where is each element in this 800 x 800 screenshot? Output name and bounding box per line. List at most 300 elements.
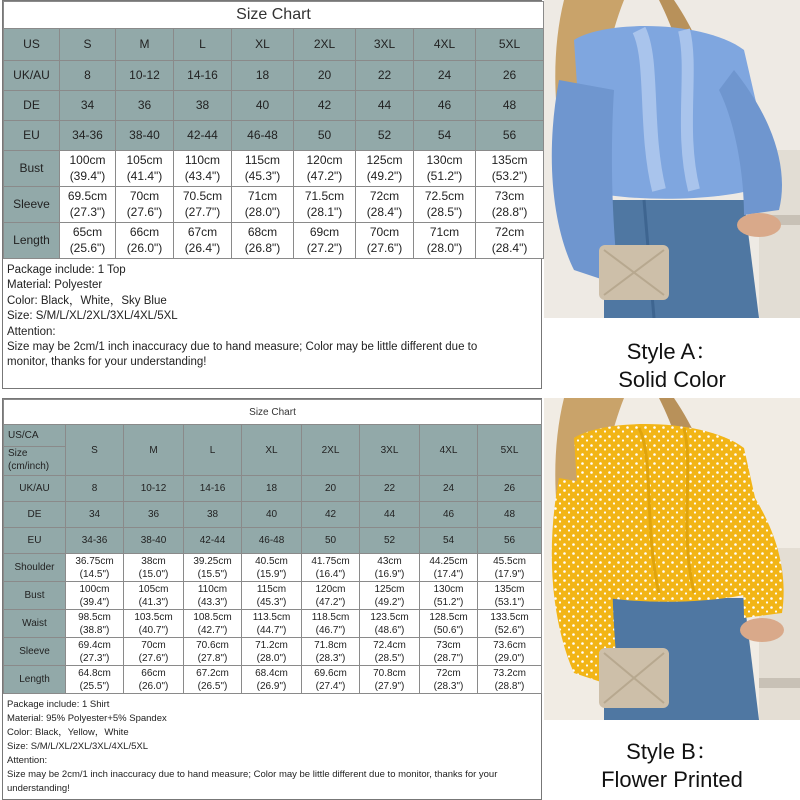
table-row <box>4 223 544 259</box>
size-cell <box>360 476 420 502</box>
size-cell <box>360 554 420 582</box>
row-label-value: Bust <box>19 160 44 175</box>
size-cell <box>420 502 478 528</box>
size-cell-value: 54 <box>437 127 452 142</box>
size-cell-inch: (52.6") <box>494 624 525 636</box>
size-cell-inch: (28.5") <box>374 652 405 664</box>
size-cell-inch: (25.6") <box>69 240 106 255</box>
size-cell-value: 34 <box>80 97 95 112</box>
size-column-header-value: 2XL <box>313 36 336 51</box>
size-cell-inch: (28.7") <box>433 652 464 664</box>
size-cell-inch: (49.2") <box>366 168 403 183</box>
size-table-b <box>3 399 542 694</box>
size-cell <box>478 476 542 502</box>
size-cell <box>184 638 242 666</box>
size-cell-inch: (15.9") <box>256 568 287 580</box>
size-cell-value: 135cm <box>491 152 528 167</box>
size-cell-inch: (27.6") <box>366 240 403 255</box>
size-cell <box>232 91 294 121</box>
size-column-header-value: 4XL <box>439 444 458 456</box>
row-label <box>4 91 60 121</box>
size-cell-inch: (27.8") <box>197 652 228 664</box>
row-label-value: EU <box>27 535 42 546</box>
size-cell <box>66 666 124 694</box>
size-cell-inch: (28.0") <box>426 240 463 255</box>
size-cell-value: 70.8cm <box>373 667 406 679</box>
size-cell-value: 41.75cm <box>311 555 350 567</box>
size-cell <box>116 61 174 91</box>
row-label <box>4 151 60 187</box>
row-label-value: UK/AU <box>19 483 50 494</box>
size-cell-value: 120cm <box>315 583 346 595</box>
size-cell <box>174 121 232 151</box>
size-cell-inch: (28.0") <box>244 204 281 219</box>
size-cell <box>360 610 420 638</box>
size-cell-value: 22 <box>383 483 396 494</box>
size-cell-value: 38cm <box>141 555 166 567</box>
size-cell-value: 98.5cm <box>78 611 111 623</box>
size-cell <box>124 666 184 694</box>
size-cell <box>302 554 360 582</box>
size-column-header <box>360 425 420 476</box>
size-cell-value: 46 <box>437 97 452 112</box>
table-row <box>4 61 544 91</box>
size-cell <box>184 476 242 502</box>
row-label <box>4 223 60 259</box>
size-cell-value: 73cm <box>436 639 461 651</box>
size-cell-value: 69cm <box>309 224 340 239</box>
size-cell-value: 8 <box>84 67 91 82</box>
size-column-header-value: M <box>149 444 158 456</box>
size-cell <box>420 476 478 502</box>
size-column-header-value: 4XL <box>433 36 456 51</box>
size-column-header-value: XL <box>255 36 270 51</box>
size-cell <box>356 223 414 259</box>
table-row <box>4 638 542 666</box>
size-cell <box>124 638 184 666</box>
size-cell <box>302 666 360 694</box>
row-label-value: Length <box>19 674 50 685</box>
size-label-top: US/CA <box>4 425 65 447</box>
size-cell-value: 38-40 <box>140 535 167 546</box>
size-cell <box>476 187 544 223</box>
row-label <box>4 187 60 223</box>
size-cell <box>174 187 232 223</box>
size-chart-b <box>2 398 542 800</box>
size-cell-value: 110cm <box>197 583 228 595</box>
size-cell-value: 105cm <box>126 152 163 167</box>
size-cell-value: 64.8cm <box>78 667 111 679</box>
size-cell-value: 45.5cm <box>493 555 526 567</box>
size-cell-value: 66cm <box>129 224 160 239</box>
size-cell-inch: (17.9") <box>494 568 525 580</box>
size-cell <box>478 638 542 666</box>
size-cell-value: 52 <box>383 535 396 546</box>
size-cell-inch: (27.3") <box>69 204 106 219</box>
size-cell-inch: (28.3") <box>433 680 464 692</box>
size-cell-inch: (50.6") <box>433 624 464 636</box>
size-cell <box>360 666 420 694</box>
size-cell-value: 128.5cm <box>429 611 468 623</box>
size-cell <box>184 554 242 582</box>
size-cell-value: 50 <box>324 535 337 546</box>
size-cell-value: 73cm <box>494 188 525 203</box>
size-cell-value: 68cm <box>247 224 278 239</box>
size-cell-inch: (43.3") <box>197 596 228 608</box>
row-label-value: Sleeve <box>13 196 50 211</box>
size-cell-value: 70cm <box>129 188 160 203</box>
size-cell-inch: (26.9") <box>256 680 287 692</box>
table-row <box>4 528 542 554</box>
size-cell <box>302 502 360 528</box>
size-cell-value: 118.5cm <box>311 611 350 623</box>
size-cell <box>242 638 302 666</box>
size-cell <box>60 121 116 151</box>
size-column-header <box>242 425 302 476</box>
size-cell-value: 26 <box>502 67 517 82</box>
size-cell-value: 38-40 <box>129 127 160 142</box>
size-cell-value: 125cm <box>374 583 405 595</box>
size-cell-value: 46-48 <box>247 127 278 142</box>
size-cell <box>420 638 478 666</box>
size-cell-inch: (42.7") <box>197 624 228 636</box>
size-cell-value: 133.5cm <box>490 611 529 623</box>
size-cell-value: 46 <box>442 509 455 520</box>
note-line: Material: 95% Polyester+5% Spandex <box>7 713 167 724</box>
size-cell-value: 24 <box>442 483 455 494</box>
size-cell-value: 20 <box>317 67 332 82</box>
table-row <box>4 502 542 528</box>
size-column-header <box>302 425 360 476</box>
size-cell <box>294 61 356 91</box>
size-cell-value: 54 <box>442 535 455 546</box>
size-cell <box>184 528 242 554</box>
size-cell <box>116 223 174 259</box>
size-cell-value: 69.4cm <box>78 639 111 651</box>
size-column-header-value: 5XL <box>500 444 519 456</box>
size-cell-inch: (45.3") <box>244 168 281 183</box>
product-notes-b <box>3 694 541 796</box>
size-cell <box>116 151 174 187</box>
size-cell-value: 68.4cm <box>255 667 288 679</box>
size-cell-value: 110cm <box>184 152 221 167</box>
size-cell-value: 44 <box>377 97 392 112</box>
row-label <box>4 554 66 582</box>
size-cell <box>478 554 542 582</box>
size-cell-inch: (40.7") <box>138 624 169 636</box>
size-cell <box>476 91 544 121</box>
product-photo-solid-color <box>544 0 800 318</box>
note-line: Size may be 2cm/1 inch inaccuracy due to hand measure; Color may be little different due to monitor, thanks for your <box>7 769 498 780</box>
size-cell-value: 67.2cm <box>196 667 229 679</box>
size-cell <box>294 91 356 121</box>
size-cell-value: 14-16 <box>187 67 218 82</box>
size-cell-inch: (45.3") <box>256 596 287 608</box>
size-cell-inch: (41.4") <box>126 168 163 183</box>
size-column-header <box>184 425 242 476</box>
size-cell <box>66 582 124 610</box>
size-cell <box>60 151 116 187</box>
size-cell <box>360 638 420 666</box>
table-row <box>4 582 542 610</box>
size-cell <box>66 476 124 502</box>
size-cell-inch: (28.8") <box>494 680 525 692</box>
size-cell-value: 10-12 <box>129 67 160 82</box>
size-cell-value: 46-48 <box>258 535 285 546</box>
note-line: Package include: 1 Top <box>7 264 126 276</box>
size-column-header <box>116 29 174 61</box>
size-column-header-value: XL <box>265 444 278 456</box>
size-cell-value: 50 <box>317 127 332 142</box>
size-column-header <box>60 29 116 61</box>
size-cell-value: 69.5cm <box>67 188 108 203</box>
note-line: understanding! <box>7 783 70 794</box>
product-photo-flower-printed <box>544 398 800 720</box>
table-row <box>4 91 544 121</box>
size-cell-inch: (53.2") <box>491 168 528 183</box>
size-cell <box>116 187 174 223</box>
size-column-header <box>476 29 544 61</box>
size-cell-value: 34 <box>88 509 101 520</box>
size-cell <box>184 666 242 694</box>
size-cell-value: 48 <box>502 97 517 112</box>
size-cell-value: 42 <box>317 97 332 112</box>
size-cell-value: 42-44 <box>199 535 226 546</box>
size-cell-value: 71.2cm <box>255 639 288 651</box>
note-line: Size: S/M/L/XL/2XL/3XL/4XL/5XL <box>7 310 178 323</box>
row-label <box>4 610 66 638</box>
size-cell <box>420 554 478 582</box>
size-label-us <box>4 29 60 61</box>
size-cell-inch: (16.9") <box>374 568 405 580</box>
table-row <box>4 151 544 187</box>
size-cell-inch: (49.2") <box>374 596 405 608</box>
size-cell-inch: (51.2") <box>426 168 463 183</box>
size-cell <box>356 91 414 121</box>
size-cell-value: 70.6cm <box>196 639 229 651</box>
size-cell-value: 73.2cm <box>493 667 526 679</box>
size-cell <box>242 666 302 694</box>
size-cell <box>232 61 294 91</box>
size-cell-inch: (26.0") <box>126 240 163 255</box>
size-cell-inch: (27.7") <box>184 204 221 219</box>
size-cell-inch: (53.1") <box>494 596 525 608</box>
size-cell-value: 71.8cm <box>314 639 347 651</box>
size-label-us-value: US <box>23 36 40 51</box>
size-cell <box>66 554 124 582</box>
size-cell <box>242 610 302 638</box>
note-line: Color: Black，White，Sky Blue <box>7 294 167 307</box>
size-cell-value: 43cm <box>377 555 402 567</box>
size-cell <box>184 610 242 638</box>
size-cell-value: 130cm <box>433 583 464 595</box>
size-cell-value: 42-44 <box>187 127 218 142</box>
note-line: Size: S/M/L/XL/2XL/3XL/4XL/5XL <box>7 741 149 752</box>
size-cell-inch: (29.0") <box>494 652 525 664</box>
size-cell-value: 38 <box>195 97 210 112</box>
size-cell-value: 36 <box>137 97 152 112</box>
size-cell <box>302 476 360 502</box>
size-cell <box>60 223 116 259</box>
size-cell-inch: (28.1") <box>306 204 343 219</box>
size-cell-inch: (44.7") <box>256 624 287 636</box>
size-cell-inch: (28.3") <box>315 652 346 664</box>
size-cell <box>174 91 232 121</box>
size-cell-value: 20 <box>324 483 337 494</box>
size-cell <box>420 528 478 554</box>
size-cell <box>66 638 124 666</box>
size-cell-value: 44.25cm <box>429 555 468 567</box>
table-row <box>4 476 542 502</box>
size-cell-inch: (26.5") <box>197 680 228 692</box>
size-cell-value: 100cm <box>69 152 106 167</box>
size-cell-inch: (26.4") <box>184 240 221 255</box>
size-cell-inch: (15.5") <box>197 568 228 580</box>
size-cell <box>478 528 542 554</box>
size-cell <box>476 151 544 187</box>
size-cell <box>116 91 174 121</box>
size-cell <box>294 187 356 223</box>
table-header-row <box>4 29 544 61</box>
size-cell-inch: (38.8") <box>79 624 110 636</box>
size-cell <box>356 121 414 151</box>
size-cell-value: 24 <box>437 67 452 82</box>
size-cell-value: 65cm <box>72 224 103 239</box>
size-cell-inch: (27.6") <box>126 204 163 219</box>
size-cell <box>124 582 184 610</box>
size-cell-value: 40 <box>265 509 278 520</box>
size-cell-value: 115cm <box>256 583 287 595</box>
size-cell-value: 40 <box>255 97 270 112</box>
size-cell <box>184 502 242 528</box>
size-cell-value: 22 <box>377 67 392 82</box>
size-cell <box>242 476 302 502</box>
size-cell-value: 113.5cm <box>252 611 291 623</box>
size-cell-value: 70cm <box>141 639 166 651</box>
size-cell <box>232 121 294 151</box>
size-chart-a <box>2 0 542 389</box>
size-column-header <box>414 29 476 61</box>
size-cell-inch: (46.7") <box>315 624 346 636</box>
note-line: Size may be 2cm/1 inch inaccuracy due to hand measure; Color may be little different due to <box>7 341 478 354</box>
table-row <box>4 610 542 638</box>
size-column-header-value: 3XL <box>380 444 399 456</box>
size-cell-value: 18 <box>255 67 270 82</box>
size-cell <box>356 187 414 223</box>
row-label <box>4 476 66 502</box>
size-cell <box>124 476 184 502</box>
size-cell <box>294 223 356 259</box>
product-notes-a <box>3 259 541 371</box>
size-cell-value: 48 <box>503 509 516 520</box>
size-cell-value: 34-36 <box>72 127 103 142</box>
size-cell-value: 71.5cm <box>304 188 345 203</box>
table-row <box>4 554 542 582</box>
size-cell-value: 56 <box>502 127 517 142</box>
size-cell-value: 69.6cm <box>314 667 347 679</box>
style-a-label <box>544 338 800 394</box>
size-column-header-value: 2XL <box>321 444 340 456</box>
size-cell <box>242 582 302 610</box>
size-cell-inch: (41.3") <box>138 596 169 608</box>
table-row <box>4 187 544 223</box>
size-cell <box>302 610 360 638</box>
size-cell-value: 72.5cm <box>424 188 465 203</box>
size-column-header-value: S <box>83 36 92 51</box>
note-line: Attention: <box>7 325 56 338</box>
table-row <box>4 666 542 694</box>
size-cell-value: 8 <box>91 483 98 494</box>
size-cell <box>294 121 356 151</box>
size-column-header-value: 3XL <box>373 36 396 51</box>
size-cell-value: 130cm <box>426 152 463 167</box>
size-column-header <box>420 425 478 476</box>
size-cell <box>478 666 542 694</box>
size-cell <box>242 528 302 554</box>
size-label-bottom: Size (cm/inch) <box>8 448 50 472</box>
size-cell-value: 123.5cm <box>370 611 409 623</box>
size-cell-value: 36.75cm <box>75 555 114 567</box>
size-cell <box>360 582 420 610</box>
size-cell-value: 56 <box>503 535 516 546</box>
size-cell-value: 34-36 <box>81 535 108 546</box>
row-label <box>4 61 60 91</box>
size-cell <box>184 582 242 610</box>
size-cell <box>414 187 476 223</box>
size-cell <box>124 528 184 554</box>
size-cell-inch: (47.2") <box>306 168 343 183</box>
note-line: Material: Polyester <box>7 279 103 292</box>
size-cell-value: 66cm <box>141 667 166 679</box>
size-cell-inch: (14.5") <box>79 568 110 580</box>
size-cell <box>476 121 544 151</box>
size-cell-inch: (26.0") <box>138 680 169 692</box>
size-chart-title: Size Chart <box>4 2 544 29</box>
size-cell-value: 70.5cm <box>182 188 223 203</box>
size-cell <box>302 638 360 666</box>
size-cell-value: 39.25cm <box>193 555 232 567</box>
size-cell <box>478 610 542 638</box>
size-cell <box>60 91 116 121</box>
row-label <box>4 666 66 694</box>
size-table-a <box>3 1 544 259</box>
style-b-label <box>544 738 800 794</box>
note-line: Color: Black，Yellow，White <box>7 727 129 738</box>
size-cell <box>302 528 360 554</box>
size-cell-inch: (25.5") <box>79 680 110 692</box>
size-cell <box>174 151 232 187</box>
size-cell <box>124 554 184 582</box>
size-cell <box>478 582 542 610</box>
size-column-header <box>232 29 294 61</box>
size-cell <box>60 61 116 91</box>
table-header-row <box>4 425 542 476</box>
row-label-value: Waist <box>22 618 47 629</box>
size-column-header <box>478 425 542 476</box>
size-cell-inch: (27.6") <box>138 652 169 664</box>
size-cell <box>420 666 478 694</box>
size-cell <box>294 151 356 187</box>
size-cell-value: 103.5cm <box>134 611 173 623</box>
size-cell-inch: (47.2") <box>315 596 346 608</box>
size-cell <box>476 223 544 259</box>
row-label-value: Length <box>13 232 50 247</box>
row-label-value: Bust <box>24 590 45 601</box>
size-cell-value: 120cm <box>306 152 343 167</box>
size-cell-inch: (28.4") <box>491 240 528 255</box>
size-cell-value: 71cm <box>247 188 278 203</box>
size-cell-inch: (26.8") <box>244 240 281 255</box>
